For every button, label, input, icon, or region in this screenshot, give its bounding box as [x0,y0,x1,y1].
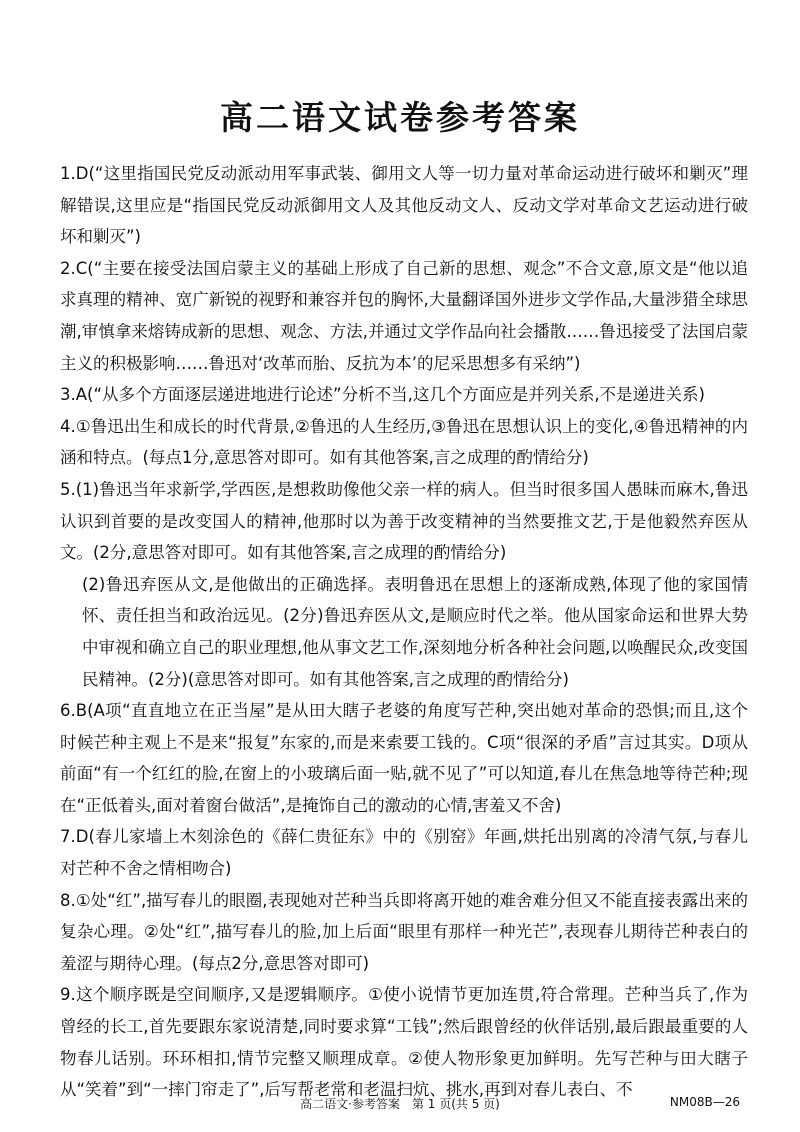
answer-item-5-part-2: (2)鲁迅弃医从文,是他做出的正确选择。表明鲁迅在思想上的逐渐成熟,体现了他的家国情怀、责任担当和政治远见。(2分)鲁迅弃医从文,是顺应时代之举。他从国家命运和世界大势中审视和确立自己的职业理想,他从事文艺工作,深刻地分析各种社会问题,以唤醒民众,改变国民精神。(2分)(意思答对即可。如有其他答案,言之成理的酌情给分) [82,574,748,689]
answer-item-4 [60,411,748,474]
answer-list [60,158,748,1106]
answer-item-9 [60,979,748,1105]
page-title: 高二语文试卷参考答案 [220,98,580,137]
item-number: 8. [60,890,76,910]
item-number: 3. [60,385,76,405]
answer-item-8 [60,885,748,980]
item-text: ①处“红”,描写春儿的眼圈,表现她对芒种当兵即将离开她的难舍难分但又不能直接表露出来的复杂心理。②处“红”,描写春儿的脸,加上后面“眼里有那样一种光芒”,表现春儿期待芒种表白的羞涩与期待心理。(每点2分,意思答对即可) [60,890,748,973]
item-number: 9. [60,985,76,1005]
item-number: 7. [60,827,76,847]
item-text: 这个顺序既是空间顺序,又是逻辑顺序。①使小说情节更加连贯,符合常理。芒种当兵了,作为曾经的长工,首先要跟东家说清楚,同时要求算“工钱”;然后跟曾经的伙伴话别,最后跟最重要的人物春儿话别。环环相扣,情节完整又顺理成章。②使人物形象更加鲜明。先写芒种与田大瞎子从“笑着”到“一摔门帘走了”,后写帮老常和老温扫炕、挑水,再到对春儿表白、不 [60,985,748,1100]
item-number: 5. [60,479,76,499]
item-number: 2. [60,258,76,278]
answer-item-5 [60,474,748,569]
answer-item-6 [60,695,748,821]
item-number: 6. [60,701,76,721]
answer-item-2 [60,253,748,379]
item-number: 4. [60,416,76,436]
item-text: D(“这里指国民党反动派动用军事武装、御用文人等一切力量对革命运动进行破坏和剿灭”理解错误,这里应是“指国民党反动派御用文人及其他反动文人、反动文学对革命文艺运动进行破坏和剿灭”) [60,164,748,247]
answer-item-7 [60,821,748,884]
answer-item-3 [60,379,748,411]
footer-code: NM08B—26 [669,1095,740,1109]
footer-page-info: 高二语文·参考答案 第 1 页(共 5 页) [300,1097,500,1111]
item-text: (1)鲁迅当年求新学,学西医,是想救助像他父亲一样的病人。但当时很多国人愚昧而麻木,鲁迅认识到首要的是改变国人的精神,他那时以为善于改变精神的当然要推文艺,于是他毅然弃医从文。(2分,意思答对即可。如有其他答案,言之成理的酌情给分) [60,479,748,563]
answer-item-1 [60,158,748,253]
item-text: A(“从多个方面逐层递进地进行论述”分析不当,这几个方面应是并列关系,不是递进关系) [75,385,705,405]
item-text: B(A项“直直地立在正当屋”是从田大瞎子老婆的角度写芒种,突出她对革命的恐惧;而且,这个时候芒种主观上不是来“报复”东家的,而是来索要工钱的。C项“很深的矛盾”言过其实。D项从前面“有一个红红的脸,在窗上的小玻璃后面一贴,就不见了”可以知道,春儿在焦急地等待芒种;现在“正低着头,面对着窗台做活”,是掩饰自己的激动的心情,害羞又不舍) [60,701,748,815]
item-text: ①鲁迅出生和成长的时代背景,②鲁迅的人生经历,③鲁迅在思想认识上的变化,④鲁迅精神的内涵和特点。(每点1分,意思答对即可。如有其他答案,言之成理的酌情给分) [60,416,748,468]
item-text: C(“主要在接受法国启蒙主义的基础上形成了自己新的思想、观念”不合文意,原文是“他以追求真理的精神、宽广新锐的视野和兼容并包的胸怀,大量翻译国外进步文学作品,大量涉猎全球思潮,审慎拿来熔铸成新的思想、观念、方法,并通过文学作品向社会播散……鲁迅接受了法国启蒙主义的积极影响……鲁迅对‘改革而胎、反抗为本’的尼采思想多有采纳”) [60,258,748,373]
item-number: 1. [60,164,76,183]
item-text: D(春儿家墙上木刻涂色的《薛仁贵征东》中的《别窑》年画,烘托出别离的冷清气氛,与春儿对芒种不舍之情相吻合) [60,827,748,879]
